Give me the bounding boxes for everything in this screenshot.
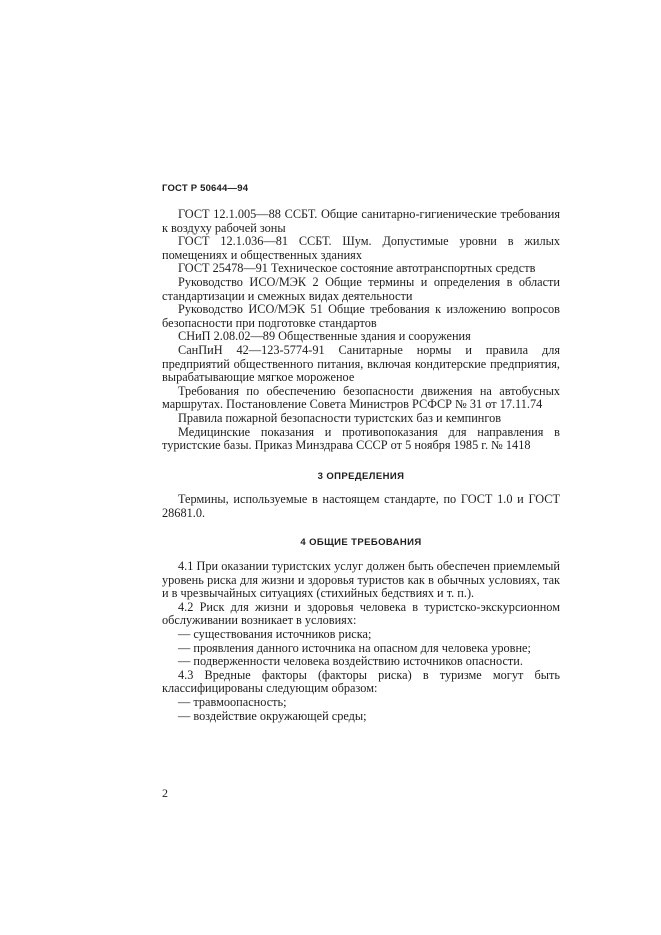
reference-item: Руководство ИСО/МЭК 51 Общие требования к изложению вопросов безопасности при подготовке стандартов bbox=[162, 302, 560, 330]
clause-4-2-item: — проявления данного источника на опасном для человека уровне; bbox=[178, 640, 531, 655]
section-4-heading: 4 ОБЩИЕ ТРЕБОВАНИЯ bbox=[300, 537, 422, 549]
reference-item: Медицинские показания и противопоказания для направления в туристские базы. Приказ Минздрава СССР от 5 ноября 1985 г. № 1418 bbox=[162, 424, 560, 453]
clause-4-3-item: — травмоопасность; bbox=[178, 695, 287, 709]
reference-item: ГОСТ 25478—91 Техническое состояние автотранспортных средств bbox=[178, 261, 536, 276]
section-3-text: Термины, используемые в настоящем стандарте, по ГОСТ 1.0 и ГОСТ 28681.0. bbox=[162, 492, 560, 520]
reference-item: ГОСТ 12.1.005—88 ССБТ. Общие санитарно-гигиенические требования к воздуху рабочей зоны bbox=[162, 207, 560, 235]
clause-4-2-item: — существования источников риска; bbox=[178, 627, 372, 642]
reference-item: Руководство ИСО/МЭК 2 Общие термины и определения в области стандартизации и смежных видах деятельности bbox=[162, 274, 560, 303]
reference-item: Требования по обеспечению безопасности движения на автобусных маршрутах. Постановление Совета Министров РСФСР № 31 от 17.11.74 bbox=[162, 383, 560, 412]
clause-4-3: 4.3 Вредные факторы (факторы риска) в туризме могут быть классифицированы следующим образом: bbox=[162, 667, 560, 696]
page-content bbox=[162, 208, 560, 723]
clause-4-2: 4.2 Риск для жизни и здоровья человека в туристско-экскурсионном обслуживании возникает в условиях: bbox=[162, 599, 560, 628]
clause-4-3-item: — воздействие окружающей среды; bbox=[178, 708, 367, 723]
reference-item: ГОСТ 12.1.036—81 ССБТ. Шум. Допустимые уровни в жилых помещениях и общественных зданиях bbox=[162, 234, 560, 262]
references-list bbox=[162, 208, 560, 453]
clause-4-1: 4.1 При оказании туристских услуг должен быть обеспечен приемлемый уровень риска для жизни и здоровья туристов как в обычных условиях, так и в чрезвычайных ситуациях (стихийных бедствиях и т. п.). bbox=[162, 559, 560, 601]
reference-item: Правила пожарной безопасности туристских баз и кемпингов bbox=[178, 410, 502, 425]
section-3-heading: 3 ОПРЕДЕЛЕНИЯ bbox=[317, 470, 405, 482]
page-number: 2 bbox=[162, 786, 168, 800]
reference-item: СНиП 2.08.02—89 Общественные здания и сооружения bbox=[178, 329, 471, 344]
document-code-header: ГОСТ Р 50644—94 bbox=[162, 183, 249, 194]
reference-item: СанПиН 42—123-5774-91 Санитарные нормы и правила для предприятий общественного питания, включая кондитерские предприятия, вырабатывающие мягкое мороженое bbox=[162, 342, 560, 385]
clause-4-2-item: — подверженности человека воздействию источников опасности. bbox=[178, 654, 523, 669]
